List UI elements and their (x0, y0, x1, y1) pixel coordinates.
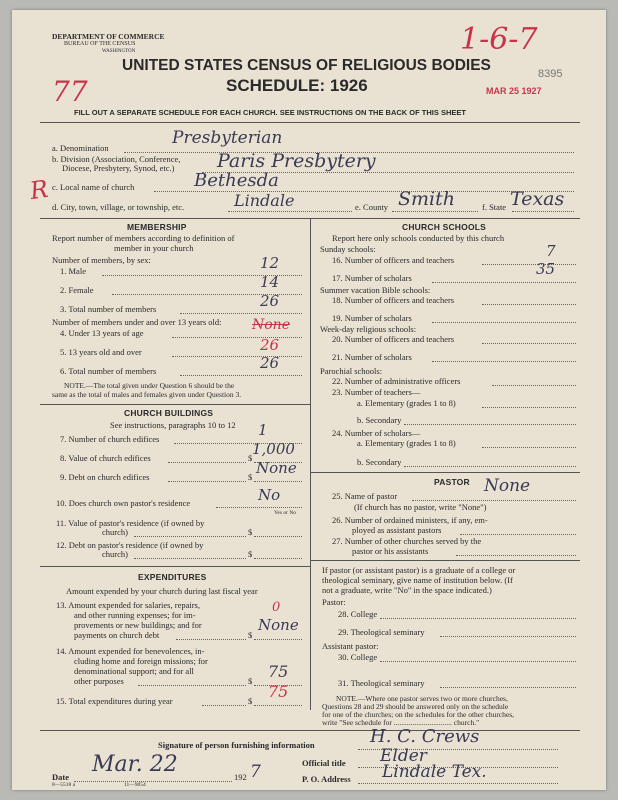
division-label: b. Division (Association, Conference, (52, 154, 181, 164)
division-label-2: Diocese, Presbytery, Synod, etc.) (62, 163, 175, 173)
summer-schools-label: Summer vacation Bible schools: (320, 285, 431, 295)
form-number: 8—5518 a (52, 782, 76, 788)
q4-value: None (252, 317, 290, 333)
denomination-label: a. Denomination (52, 143, 109, 153)
membership-intro: Report number of members according to definition of (52, 233, 235, 243)
membership-intro-2: member in your church (114, 243, 194, 253)
q31-label: 31. Theological seminary (338, 678, 425, 688)
q3-value: 26 (260, 292, 280, 310)
q24a-label: a. Elementary (grades 1 to 8) (357, 438, 456, 448)
assistant-pastor-subheading: Assistant pastor: (322, 641, 379, 651)
q12-dollar: $ (248, 549, 253, 559)
q13-label-4: payments on church debt (74, 630, 160, 640)
local-name-value: Bethesda (194, 170, 279, 191)
graduate-instructions: If pastor (or assistant pastor) is a graduate of a college or (322, 565, 516, 575)
q6-value: 26 (260, 354, 280, 372)
form-title: UNITED STATES CENSUS OF RELIGIOUS BODIES (122, 57, 491, 74)
q19-label: 19. Number of scholars (332, 313, 412, 323)
q18-label: 18. Number of officers and teachers (332, 295, 455, 305)
q29-label: 29. Theological seminary (338, 627, 425, 637)
q16-value: 7 (546, 242, 556, 260)
city-town-label: d. City, town, village, or township, etc. (52, 202, 185, 212)
q27-label: 27. Number of other churches served by the (332, 536, 482, 546)
q17-label: 17. Number of scholars (332, 273, 412, 283)
q15-label: 15. Total expenditures during year (56, 696, 173, 706)
q13-zero-mark: 0 (272, 600, 281, 615)
q8-label: 8. Value of church edifices (60, 453, 151, 463)
q13-dollar: $ (248, 630, 253, 640)
census-form-sheet (12, 10, 606, 790)
q5-value: 26 (260, 336, 280, 354)
county-label: e. County (355, 202, 389, 212)
q9-value: None (256, 459, 297, 477)
q1-label: 1. Male (60, 266, 86, 276)
q25-label: 25. Name of pastor (332, 491, 398, 501)
official-title-value: Elder (380, 746, 427, 766)
q11-label: 11. Value of pastor's residence (if owned by (56, 518, 205, 528)
division-value: Paris Presbytery (217, 150, 376, 172)
denomination-value: Presbyterian (172, 128, 283, 148)
q10-hint: Yes or No (274, 510, 297, 516)
q30-label: 30. College (338, 652, 378, 662)
state-label: f. State (482, 202, 507, 212)
q2-value: 14 (260, 273, 280, 291)
weekday-schools-label: Week-day religious schools: (320, 324, 417, 334)
q8-value: 1,000 (252, 440, 295, 458)
q15-value: 75 (268, 682, 289, 701)
pastor-heading: PASTOR (434, 477, 470, 487)
q21-label: 21. Number of scholars (332, 352, 412, 362)
q15-dollar: $ (248, 696, 253, 706)
bureau-label: BUREAU OF THE CENSUS (64, 41, 136, 47)
local-name-label: c. Local name of church (52, 182, 135, 192)
state-value: Texas (510, 188, 565, 210)
year-value: 7 (250, 762, 261, 782)
graduate-instructions-2: theological seminary, give name of institution below. (If (322, 575, 513, 585)
q22-label: 22. Number of administrative officers (332, 376, 461, 386)
q13-label-3: provements or new buildings; and for (74, 620, 202, 630)
margin-r-mark: R (28, 174, 50, 206)
q26-label: 26. Number of ordained ministers, if any, em- (332, 515, 488, 525)
schools-intro: Report here only schools conducted by this church (332, 233, 505, 243)
hand-code-right: 1-6-7 (460, 22, 538, 57)
pastor-subheading: Pastor: (322, 597, 346, 607)
q14-label: 14. Amount expended for benevolences, in- (56, 646, 205, 656)
city-label: WASHINGTON (102, 49, 136, 54)
membership-note-2: same as the total of males and females given under Question 3. (52, 390, 242, 399)
parochial-schools-label: Parochial schools: (320, 366, 383, 376)
q4-label: 4. Under 13 years of age (60, 328, 144, 338)
q23a-label: a. Elementary (grades 1 to 8) (357, 398, 456, 408)
pastor-note-2: Questions 28 and 29 should be answered only on the schedule (322, 702, 509, 711)
received-stamp: MAR 25 1927 (486, 86, 542, 96)
form-instructions: FILL OUT A SEPARATE SCHEDULE FOR EACH CHURCH. SEE INSTRUCTIONS ON THE BACK OF THIS SHEET (74, 108, 466, 117)
expenditures-intro: Amount expended by your church during last fiscal year (66, 586, 258, 596)
q6-label: 6. Total number of members (60, 366, 157, 376)
age-intro-label: Number of members under and over 13 years old: (52, 317, 222, 327)
date-value: Mar. 22 (92, 752, 178, 777)
q28-label: 28. College (338, 609, 378, 619)
q16-label: 16. Number of officers and teachers (332, 255, 455, 265)
buildings-intro: See instructions, paragraphs 10 to 12 (110, 420, 236, 430)
expenditures-heading: EXPENDITURES (138, 572, 207, 582)
pastor-note: NOTE.—Where one pastor serves two or more churches, (336, 694, 508, 703)
q14-label-2: cluding home and foreign missions; for (74, 656, 208, 666)
q12-label-2: church) (102, 549, 128, 559)
q26-label-2: ployed as assistant pastors (352, 525, 442, 535)
signature-label: Signature of person furnishing information (158, 740, 315, 750)
q13-label-2: and other running expenses; for im- (74, 610, 196, 620)
q8-dollar: $ (248, 453, 253, 463)
sunday-schools-label: Sunday schools: (320, 244, 376, 254)
q1-value: 12 (260, 254, 280, 272)
q23b-label: b. Secondary (357, 415, 402, 425)
schedule-title: SCHEDULE: 1926 (226, 76, 368, 95)
q2-label: 2. Female (60, 285, 94, 295)
q7-value: 1 (258, 421, 268, 439)
q5-label: 5. 13 years old and over (60, 347, 142, 357)
q23-label: 23. Number of teachers— (332, 387, 421, 397)
members-by-sex-label: Number of members, by sex: (52, 255, 151, 265)
q24-label: 24. Number of scholars— (332, 428, 421, 438)
signature-value: H. C. Crews (370, 726, 480, 747)
county-value: Smith (398, 188, 455, 210)
membership-note: NOTE.—The total given under Question 6 should be the (64, 381, 235, 390)
q12-label: 12. Debt on pastor's residence (if owned by (56, 540, 204, 550)
q25-value: None (484, 476, 531, 496)
q14-label-3: denominational support; and for all (74, 666, 194, 676)
q3-label: 3. Total number of members (60, 304, 157, 314)
q25-hint: (If church has no pastor, write "None") (354, 502, 487, 512)
pastor-note-4: write "See schedule for ............................... church." (322, 718, 480, 727)
po-address-value: Lindale Tex. (382, 762, 487, 782)
city-town-value: Lindale (234, 191, 295, 210)
buildings-heading: CHURCH BUILDINGS (124, 408, 214, 418)
year-prefix: 192 (234, 772, 247, 782)
q14-value: 75 (268, 662, 289, 681)
department-label: DEPARTMENT OF COMMERCE (52, 32, 165, 41)
date-label: Date (52, 772, 69, 782)
q7-label: 7. Number of church edifices (60, 434, 160, 444)
po-address-label: P. O. Address (302, 774, 351, 784)
membership-heading: MEMBERSHIP (127, 222, 187, 232)
pastor-note-3: for one of the churches; on the schedules for the other churches, (322, 710, 515, 719)
q24b-label: b. Secondary (357, 457, 402, 467)
serial-number: 8395 (538, 68, 563, 80)
official-title-label: Official title (302, 758, 346, 768)
q11-label-2: church) (102, 527, 128, 537)
q13-value: None (258, 616, 299, 634)
q14-label-4: other purposes (74, 676, 124, 686)
q10-value: No (258, 486, 281, 504)
q13-label: 13. Amount expended for salaries, repairs, (56, 600, 200, 610)
schools-heading: CHURCH SCHOOLS (402, 222, 487, 232)
q10-label: 10. Does church own pastor's residence (56, 498, 191, 508)
hand-number-left: 77 (52, 75, 88, 108)
q14-dollar: $ (248, 676, 253, 686)
q20-label: 20. Number of officers and teachers (332, 334, 455, 344)
q27-label-2: pastor or his assistants (352, 546, 429, 556)
print-number: 11—9054 (124, 782, 146, 788)
graduate-instructions-3: not a graduate, write "No" in the space indicated.) (322, 585, 492, 595)
q11-dollar: $ (248, 527, 253, 537)
q9-label: 9. Debt on church edifices (60, 472, 150, 482)
q17-value: 35 (536, 260, 556, 278)
q9-dollar: $ (248, 472, 253, 482)
